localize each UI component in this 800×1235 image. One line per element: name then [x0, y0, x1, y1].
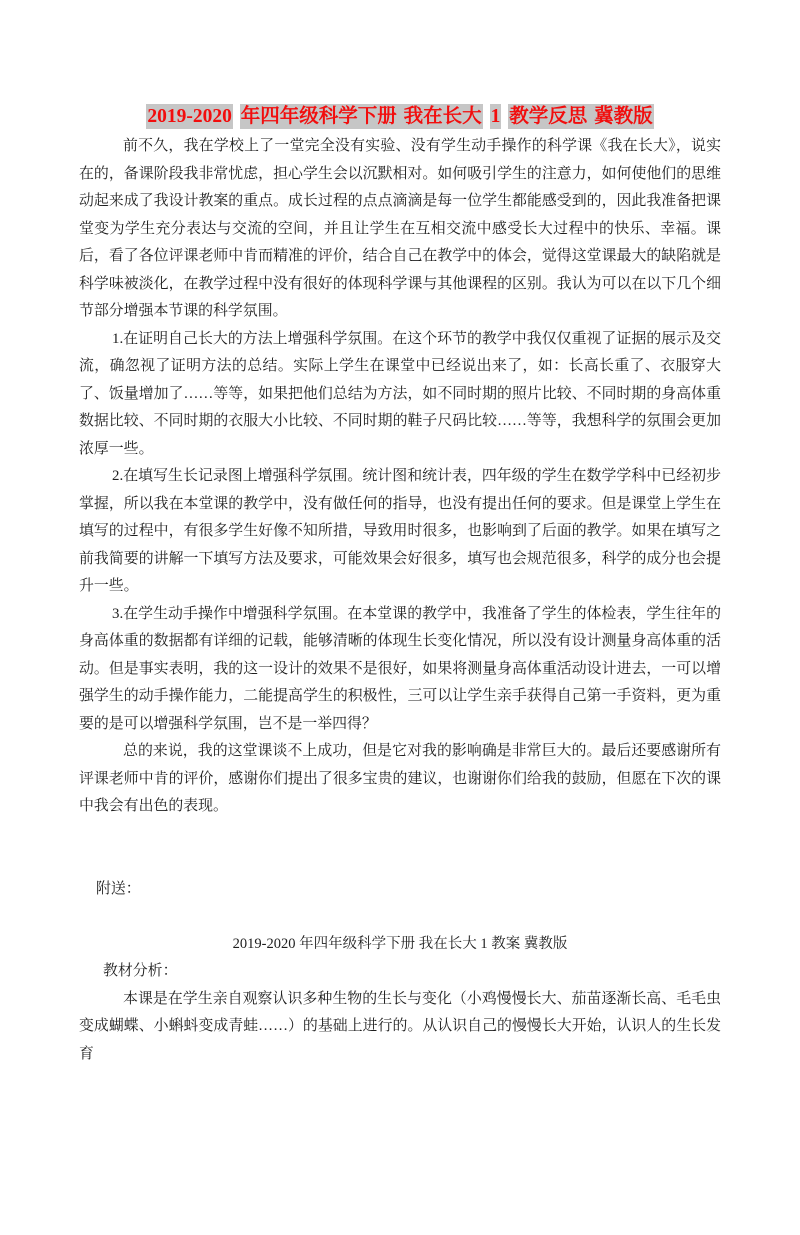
document-page	[0, 103, 800, 1235]
appendix-title: 2019-2020 年四年级科学下册 我在长大 1 教案 冀教版	[232, 935, 568, 952]
paragraph: 2.在填写生长记录图上增强科学氛围。统计图和统计表，四年级的学生在数学学科中已经初步掌握，所以我在本堂课的教学中，没有做任何的指导，也没有提出任何的要求。但是课堂上学生在填写的过程中，有很多学生好像不知所措，导致用时很多，也影响到了后面的教学。如果在填写之前我简要的讲解一下填写方法及要求，可能效果会好很多，填写也会规范很多，科学的成分也会提升一些。	[79, 468, 721, 594]
document-title	[79, 103, 721, 131]
document-content	[79, 103, 721, 1068]
title-segment: 1	[490, 106, 501, 127]
title-segment: 年四年级科学下册 我在长大	[240, 106, 482, 127]
paragraph: 1.在证明自己长大的方法上增强科学氛围。在这个环节的教学中我仅仅重视了证据的展示及交流，确忽视了证明方法的总结。实际上学生在课堂中已经说出来了，如：长高长重了、衣服穿大了、饭量增加了……等等，如果把他们总结为方法，如不同时期的照片比较、不同时期的身高体重数据比较、不同时期的衣服大小比较、不同时期的鞋子尺码比较……等等，我想科学的氛围会更加浓厚一些。	[79, 330, 721, 457]
paragraph: 总的来说，我的这堂课谈不上成功，但是它对我的影响确是非常巨大的。最后还要感谢所有评课老师中肯的评价，感谢你们提出了很多宝贵的建议，也谢谢你们给我的鼓励，但愿在下次的课中我会有出色的表现。	[79, 743, 721, 814]
paragraph: 本课是在学生亲自观察认识多种生物的生长与变化（小鸡慢慢长大、茄苗逐渐长高、毛毛虫变成蝴蝶、小蝌蚪变成青蛙……）的基础上进行的。从认识自己的慢慢长大开始，认识人的生长发育	[79, 990, 721, 1062]
title-segment: 教学反思 冀教版	[509, 106, 653, 127]
paragraph: 3.在学生动手操作中增强科学氛围。在本堂课的教学中，我准备了学生的体检表，学生往年的身高体重的数据都有详细的记载，能够清晰的体现生长变化情况，所以没有设计测量身高体重的活动。但是事实表明，我的这一设计的效果不是很好，如果将测量身高体重活动设计进去，一可以增强学生的动手操作能力，二能提高学生的积极性，三可以让学生亲手获得自己第一手资料，更为重要的是可以增强科学氛围，岂不是一举四得？	[79, 605, 721, 732]
material-analysis-heading: 教材分析：	[103, 963, 178, 979]
title-segment: 2019-2020	[147, 106, 232, 127]
attachment-label: 附送：	[96, 880, 141, 897]
paragraph: 前不久，我在学校上了一堂完全没有实验、没有学生动手操作的科学课《我在长大》，说实在的，备课阶段我非常忧虑，担心学生会以沉默相对。如何吸引学生的注意力，如何使他们的思维动起来成了我设计教案的重点。成长过程的点点滴滴是每一位学生都能感受到的，因此我准备把课堂变为学生充分表达与交流的空间，并且让学生在互相交流中感受长大过程中的快乐、幸福。课后，看了各位评课老师中肯而精准的评价，结合自己在教学中的体会，觉得这堂课最大的缺陷就是科学味被淡化，在教学过程中没有很好的体现科学课与其他课程的区别。我认为可以在以下几个细节部分增强本节课的科学氛围。	[79, 138, 721, 319]
